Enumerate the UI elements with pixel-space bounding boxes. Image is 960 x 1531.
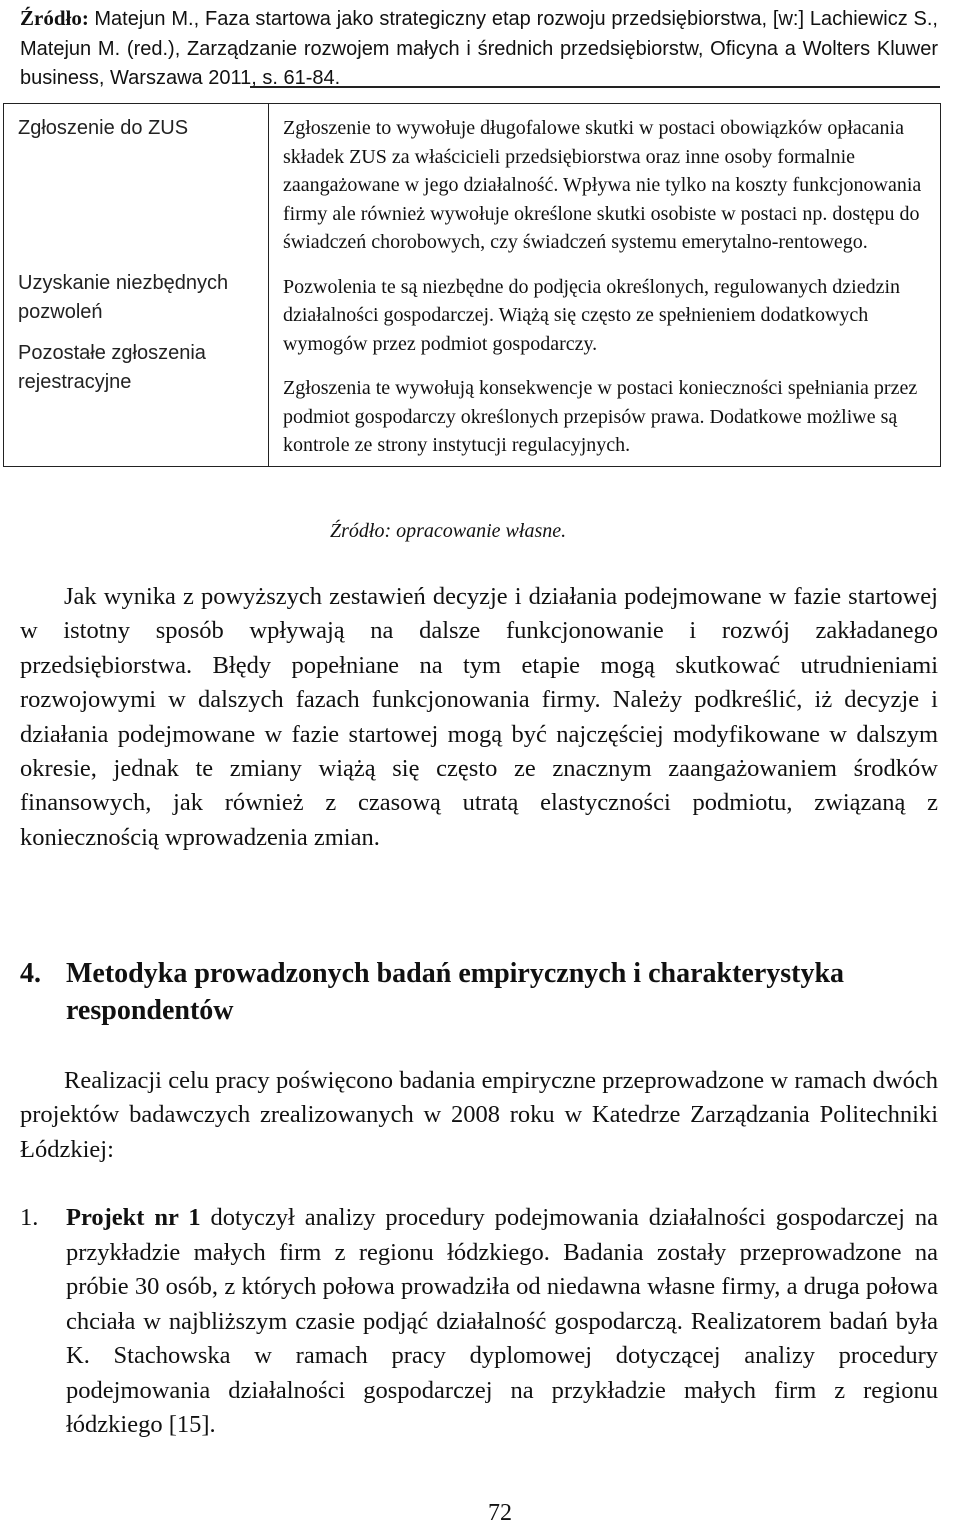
row-desc-other: Zgłoszenia te wywołują konsekwencje w postaci konieczności spełniania przez podmiot gospodarczy określonych przepisów prawa. Dodatkowe możliwe są kontrole ze strony instytucji regulacyjnych.: [283, 377, 918, 456]
paragraph-conclusion: Jak wynika z powyższych zestawień decyzje i działania podejmowane w fazie startowej w istotny sposób wpływają na dalsze funkcjonowanie i rozwój zakładanego przedsiębiorstwa. Błędy popełniane na tym etapie mogą skutkować utrudnieniami rozwojowymi w dalszych fazach funkcjonowania firmy. Należy podkreślić, iż decyzje i działania podejmowane w fazie startowej mogą być najczęściej modyfikowane w dalszym okresie, jednak te zmiany wiążą się często ze znacznym zaangażowaniem środków finansowych, jak również z czasową utratą elastyczności podmiotu, związaną z koniecznością wprowadzenia zmian.: [20, 583, 938, 851]
table-left-column: [4, 104, 269, 467]
row-label-permits: Uzyskanie niezbędnych pozwoleń: [18, 272, 229, 323]
row-desc-permits: Pozwolenia te są niezbędne do podjęcia określonych, regulowanych dziedzin działalności gospodarczej. Wiążą się często ze spełnieniem dodatkowych wymogów przez podmiot gospodarczy.: [283, 275, 901, 355]
table-right-column: [269, 104, 941, 467]
table-top-rule: [250, 86, 940, 88]
row-desc-zus: Zgłoszenie to wywołuje długofalowe skutki w postaci obowiązków opłacania składek ZUS za właścicieli przedsiębiorstwa oraz inne osoby formalnie zaangażowane w jego działalność. Wpływa nie tylko na koszty funkcjonowania firmy ale również wywołuje określone skutki osobiste w postaci np. dostępu do świadczeń chorobowych, czy świadczeń systemu emerytalno-rentowego.: [283, 117, 922, 253]
table-row: [4, 104, 941, 467]
source-label: Źródło:: [20, 6, 89, 30]
source-text: Matejun M., Faza startowa jako strategiczny etap rozwoju przedsiębiorstwa, [w:] Lachiewicz S., Matejun M. (red.), Zarządzanie rozwojem małych i średnich przedsiębiorstw, Oficyna a Wolters Kluwer business, Warszawa 2011, s. 61-84.: [20, 8, 938, 89]
section-heading: [20, 955, 938, 1029]
row-label-other: Pozostałe zgłoszenia rejestracyjne: [18, 342, 206, 393]
row-label-zus: Zgłoszenie do ZUS: [18, 117, 189, 139]
list-item-body: dotyczył analizy procedury podejmowania działalności gospodarczej na przykładzie małych firm z regionu łódzkiego. Badania zostały przeprowadzone na próbie 30 osób, z których połowa prowadziła od niedawna własne firmy, a druga połowa chciała w najbliższym czasie podjąć działalność gospodarczą. Realizatorem badań była K. Stachowska w ramach pracy dyplomowej dotyczącej analizy procedury podejmowania działalności gospodarczej na przykładzie małych firm z regionu łódzkiego [15].: [66, 1204, 938, 1438]
summary-table: [3, 103, 941, 467]
table-caption: Źródło: opracowanie własne.: [330, 520, 567, 542]
list-item-text: [66, 1201, 938, 1443]
list-item-number: 1.: [20, 1204, 39, 1231]
list-item: [20, 1201, 938, 1443]
source-citation: [20, 4, 938, 93]
paragraph-intro: Realizacji celu pracy poświęcono badania empiryczne przeprowadzone w ramach dwóch projektów badawczych zrealizowanych w 2008 roku w Katedrze Zarządzania Politechniki Łódzkiej:: [20, 1067, 938, 1163]
list-item-bold: Projekt nr 1: [66, 1204, 201, 1231]
section-title: Metodyka prowadzonych badań empirycznych i charakterystyka respondentów: [66, 958, 845, 1026]
page-number: 72: [488, 1500, 512, 1526]
section-number: 4.: [20, 958, 41, 989]
